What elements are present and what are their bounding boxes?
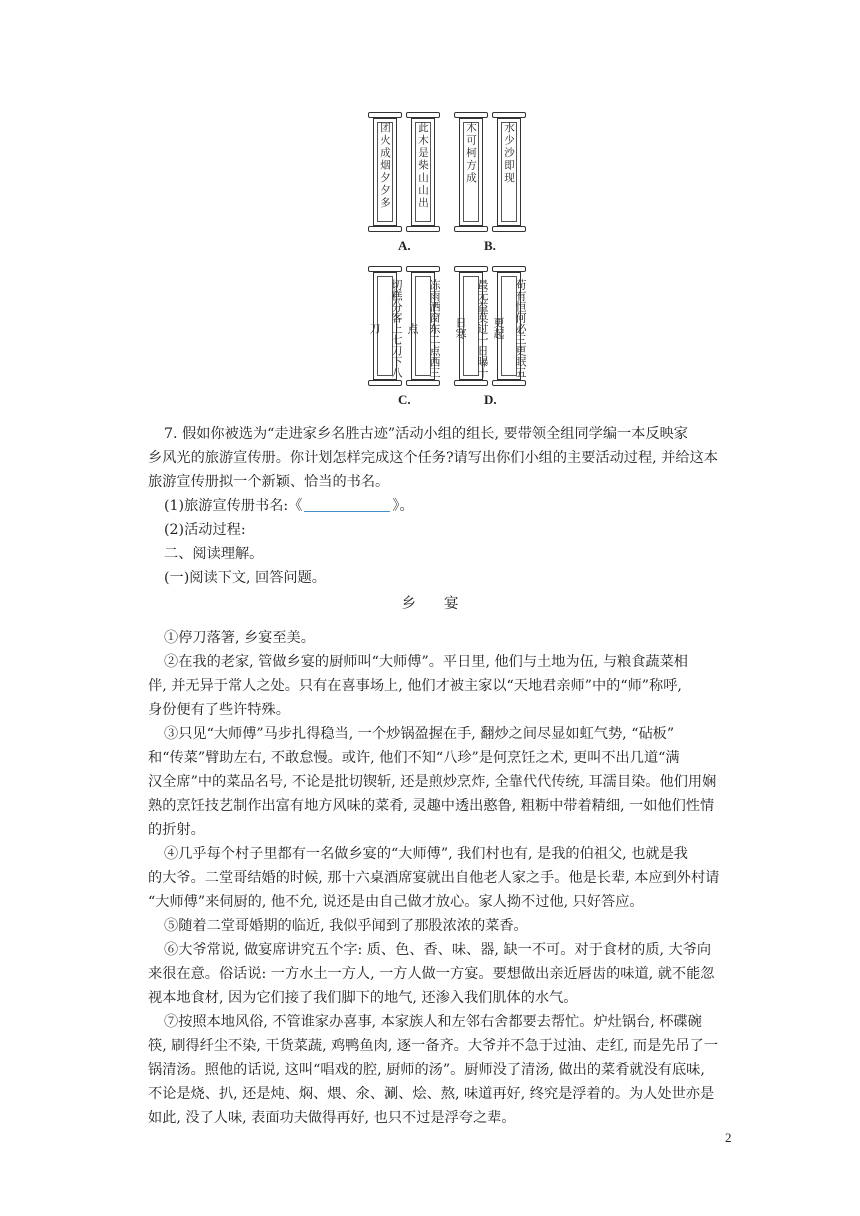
article-line: 锅清汤。照他的话说, 这叫“唱戏的腔, 厨师的汤”。厨师没了清汤, 做出的菜肴就没有底味, (148, 1062, 705, 1078)
couplet-options-figure (360, 112, 540, 412)
article-line: ①停刀落箸, 乡宴至美。 (164, 630, 315, 646)
question-7-sub2: (2)活动过程: (164, 522, 246, 538)
couplet-a-left-scroll (370, 112, 400, 232)
section-2-heading: 二、阅读理解。 (164, 546, 264, 562)
question-7-line-3: 旅游宣传册拟一个新颖、恰当的书名。 (148, 474, 390, 490)
book-title-prefix: (1)旅游宣传册书名:《 (164, 498, 303, 514)
article-line: ⑤随着二堂哥婚期的临近, 我似乎闻到了那股浓浓的菜香。 (164, 918, 528, 934)
article-line: 熟的烹饪技艺制作出富有地方风味的菜肴, 灵趣中透出憨鲁, 粗粝中带着精细, 一如他们性情 (148, 798, 715, 814)
couplet-c-right-text: 冻雨洒窗东二点西三点 (406, 278, 441, 378)
couplet-b-left-text: 木可柯方成 (465, 122, 477, 185)
option-d-label: D. (484, 392, 497, 407)
option-c-label: C. (398, 392, 411, 407)
couplet-d-right-text: 苟有恒何必三更眠五更起 (492, 278, 527, 378)
article-line: ⑥大爷常说, 做宴席讲究五个字: 质、色、香、味、器, 缺一不可。对于食材的质, 大爷向 (164, 942, 712, 958)
couplet-a-right-scroll (408, 112, 438, 232)
article-line: 的折射。 (148, 822, 205, 838)
couplet-c-right-scroll (406, 266, 441, 386)
article-line: 如此, 没了人味, 表面功夫做得再好, 也只不过是浮夸之辈。 (148, 1110, 516, 1126)
book-title-suffix: 》。 (392, 498, 414, 514)
article-line: ④几乎每个村子里都有一名做乡宴的“大师傅”, 我们村也有, 是我的伯祖父, 也就是我 (164, 846, 688, 862)
couplet-d-left-scroll (454, 266, 489, 386)
article-line: “大师傅”来伺厨的, 他不允, 说还是由自己做才放心。家人拗不过他, 只好答应。 (148, 894, 644, 910)
question-7-line-1: 7. 假如你被选为“走进家乡名胜古迹”活动小组的组长, 要带领全组同学编一本反映家 (164, 426, 688, 442)
page-number: 2 (725, 1130, 732, 1145)
article-line: ⑦按照本地风俗, 不管谁家办喜事, 本家族人和左邻右舍都要去帮忙。炉灶锅台, 杯碟碗 (164, 1014, 702, 1030)
couplet-a-left-text: 团火成烟夕夕多 (379, 122, 391, 210)
couplet-c-left-scroll (368, 266, 403, 386)
couplet-d-right-scroll (492, 266, 527, 386)
article-title: 乡宴 (401, 596, 487, 612)
article-line: 汉全席”中的菜品名号, 不论是批切锲斩, 还是煎炒烹炸, 全靠代代传统, 耳濡目染。他们用娴 (148, 774, 717, 790)
article-line: 伴, 并无异于常人之处。只有在喜事场上, 他们才被主家以“天地君亲师”中的“师”称呼, (148, 678, 682, 694)
article-line: ②在我的老家, 管做乡宴的厨师叫“大师傅”。平日里, 他们与土地为伍, 与粮食蔬菜相 (164, 654, 688, 670)
couplet-a-right-text: 此木是柴山山出 (417, 122, 429, 210)
couplet-b-right-text: 水少沙即现 (503, 122, 515, 185)
option-b-label: B. (484, 238, 496, 253)
couplet-b-left-scroll (456, 112, 486, 232)
reading-intro: (一)阅读下文, 回答问题。 (164, 570, 326, 586)
article-line: 来很在意。俗话说: 一方水土一方人, 一方人做一方宴。要想做出亲近唇齿的味道, 就不能忽 (148, 966, 715, 982)
article-line: 身份便有了些许特殊。 (148, 702, 290, 718)
couplet-b-right-scroll (494, 112, 524, 232)
article-line: 不论是烧、扒, 还是炖、焖、煨、氽、涮、烩、熬, 味道再好, 终究是浮着的。为人处世亦是 (148, 1086, 715, 1102)
couplet-c-left-text: 切糕分客上七刀下八刀 (368, 278, 403, 378)
couplet-d-left-text: 最无益莫过一日曝十日寒 (454, 278, 489, 378)
book-title-answer-blank[interactable] (304, 497, 390, 512)
article-line: ③只见“大师傅”马步扎得稳当, 一个炒锅盈握在手, 翻炒之间尽显如虹气势, “砧板” (164, 726, 675, 742)
option-a-label: A. (398, 238, 411, 253)
question-7-line-2: 乡风光的旅游宣传册。你计划怎样完成这个任务?请写出你们小组的主要活动过程, 并给这本 (148, 450, 718, 466)
question-7-sub1 (164, 496, 414, 516)
article-line: 筷, 刷得纤尘不染, 干货菜蔬, 鸡鸭鱼肉, 逐一备齐。大爷并不急于过油、走红, 而是先吊了一 (148, 1038, 719, 1054)
article-line: 和“传菜”臂助左右, 不敢怠慢。或许, 他们不知“八珍”是何烹饪之术, 更叫不出几道“满 (148, 750, 680, 766)
article-line: 视本地食材, 因为它们接了我们脚下的地气, 还渗入我们肌体的水气。 (148, 990, 578, 1006)
article-line: 的大爷。二堂哥结婚的时候, 那十六桌酒席宴就出自他老人家之手。他是长辈, 本应到外村请 (148, 870, 720, 886)
